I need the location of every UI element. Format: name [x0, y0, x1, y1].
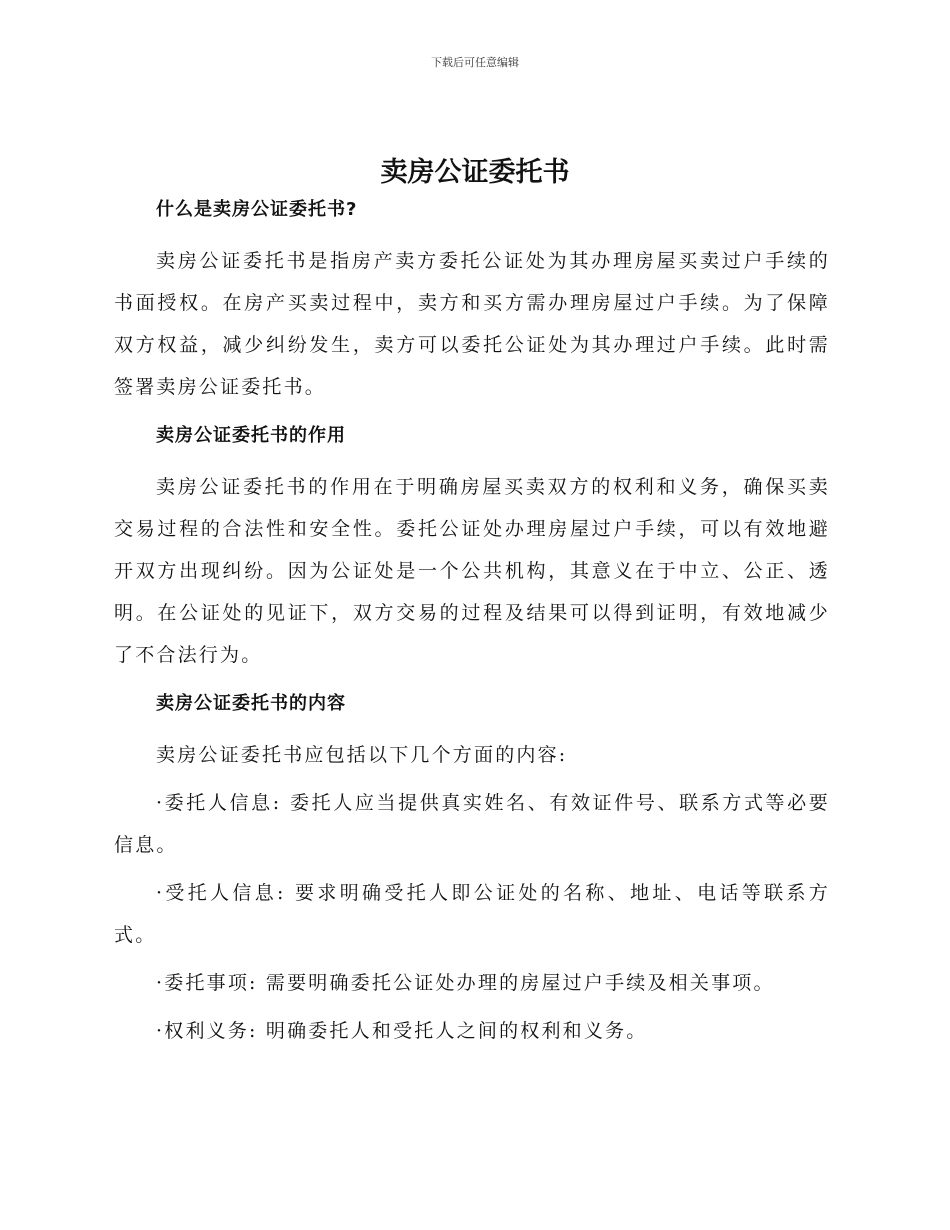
section-heading-what-is: 什么是卖房公证委托书?	[156, 199, 358, 220]
document-body	[114, 194, 830, 1052]
list-item-principal-info: ·委托人信息: 委托人应当提供真实姓名、有效证件号、联系方式等必要信息。	[114, 792, 830, 856]
list-item-agent-info: ·受托人信息: 要求明确受托人即公证处的名称、地址、电话等联系方式。	[114, 882, 830, 946]
paragraph-purpose: 卖房公证委托书的作用在于明确房屋买卖双方的权利和义务，确保买卖交易过程的合法性和安全性。委托公证处办理房屋过户手续，可以有效地避开双方出现纠纷。因为公证处是一个公共机构，其意义在于中立、公正、透明。在公证处的见证下，双方交易的过程及结果可以得到证明，有效地减少了不合法行为。	[114, 476, 830, 666]
section-heading-contents: 卖房公证委托书的内容	[156, 693, 346, 714]
document-title: 卖房公证委托书	[380, 157, 570, 188]
paragraph-definition: 卖房公证委托书是指房产卖方委托公证处为其办理房屋买卖过户手续的书面授权。在房产买卖过程中，卖方和买方需办理房屋过户手续。为了保障双方权益，减少纠纷发生，卖方可以委托公证处为其办理过户手续。此时需签署卖房公证委托书。	[114, 250, 830, 398]
list-item-entrusted-matters: ·委托事项: 需要明确委托公证处办理的房屋过户手续及相关事项。	[156, 972, 775, 994]
section-heading-purpose: 卖房公证委托书的作用	[156, 425, 346, 446]
header-note: 下载后可任意编辑	[431, 56, 519, 69]
list-item-rights-obligations: ·权利义务: 明确委托人和受托人之间的权利和义务。	[156, 1020, 648, 1042]
paragraph-contents-intro: 卖房公证委托书应包括以下几个方面的内容:	[156, 744, 568, 766]
